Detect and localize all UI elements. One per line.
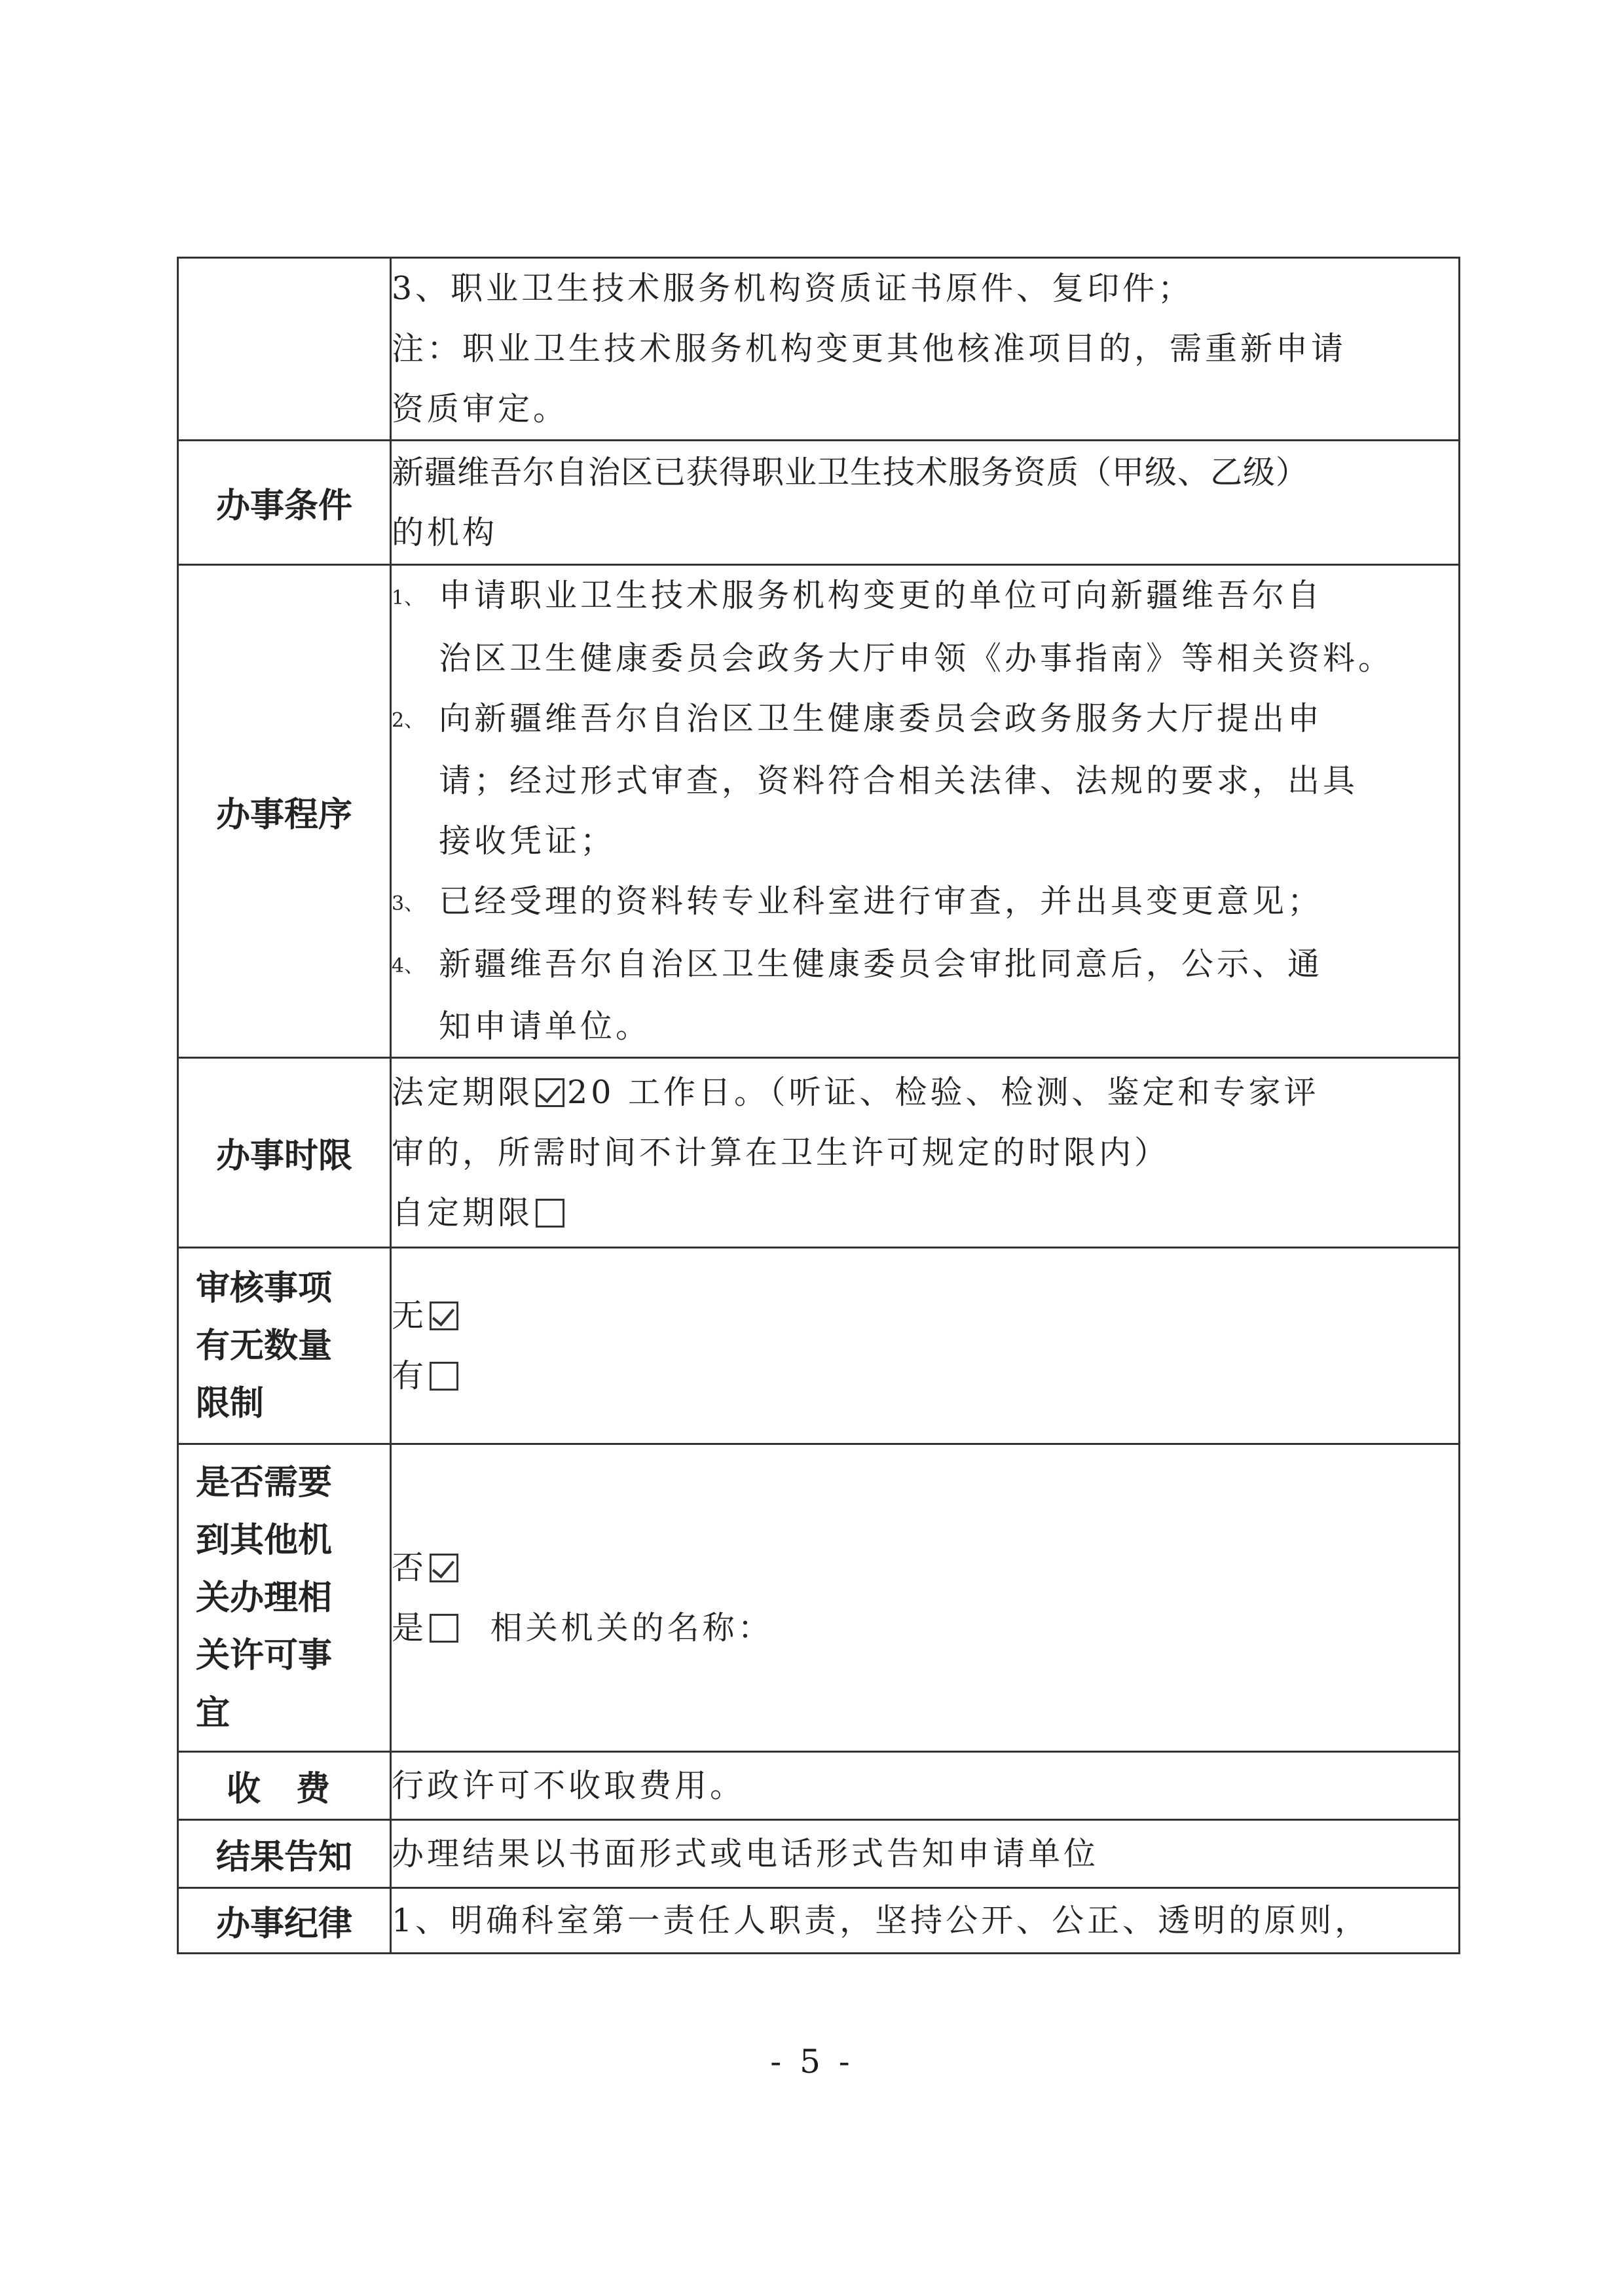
table-row-time-limit	[178, 1058, 1460, 1248]
materials-line-3: 资质审定。	[392, 390, 569, 428]
fee-content	[391, 1752, 1460, 1820]
yes-checkbox[interactable]	[430, 1614, 458, 1643]
step-text: 申请职业卫生技术服务机构变更的单位可向新疆维吾尔自	[439, 577, 1323, 614]
step-text: 向新疆维吾尔自治区卫生健康委员会政务服务大厅提出申	[439, 699, 1323, 737]
time-limit-label: 办事时限	[178, 1058, 391, 1248]
fee-text: 行政许可不收取费用。	[392, 1766, 746, 1804]
yes-label: 是	[392, 1609, 428, 1647]
step-text: 已经受理的资料转专业科室进行审查，并出具变更意见；	[439, 883, 1323, 920]
materials-line-1: 3、职业卫生技术服务机构资质证书原件、复印件；	[392, 270, 1194, 307]
legal-period-text: 20 工作日。（听证、检验、检测、鉴定和专家评	[567, 1073, 1320, 1111]
table-row-other-agency	[178, 1444, 1460, 1752]
result-content	[391, 1820, 1460, 1888]
no-label: 否	[392, 1548, 428, 1586]
fee-label: 收 费	[178, 1752, 391, 1820]
quantity-label-line: 审核事项	[196, 1268, 333, 1308]
self-period-label: 自定期限	[392, 1194, 534, 1231]
discipline-text: 1、明确科室第一责任人职责，坚持公开、公正、透明的原则，	[392, 1901, 1371, 1939]
no-checkbox[interactable]	[430, 1554, 458, 1582]
other-agency-label	[178, 1444, 391, 1752]
discipline-content	[391, 1888, 1460, 1954]
page-number: - 5 -	[770, 2043, 854, 2081]
legal-period-label: 法定期限	[392, 1073, 534, 1111]
self-period-line	[392, 1183, 1458, 1243]
none-label: 无	[392, 1296, 428, 1334]
table-row-discipline	[178, 1888, 1460, 1954]
result-label: 结果告知	[178, 1820, 391, 1888]
table-row-conditions	[178, 441, 1460, 565]
procedure-step-3	[392, 871, 1458, 934]
procedure-label: 办事程序	[178, 565, 391, 1058]
step-text-cont: 请；经过形式审查，资料符合相关法律、法规的要求，出具	[439, 762, 1359, 799]
legal-period-checkbox[interactable]	[536, 1078, 564, 1107]
materials-line-2: 注：职业卫生技术服务机构变更其他核准项目的，需重新申请	[392, 330, 1347, 367]
step-number: 3、	[392, 892, 424, 915]
self-period-checkbox[interactable]	[536, 1199, 564, 1228]
procedure-step-1	[392, 566, 1458, 689]
materials-content	[391, 258, 1460, 441]
discipline-label: 办事纪律	[178, 1888, 391, 1954]
procedure-step-4	[392, 934, 1458, 1057]
conditions-line-1: 新疆维吾尔自治区已获得职业卫生技术服务资质（甲级、乙级）	[392, 453, 1309, 491]
none-option	[392, 1286, 1458, 1346]
none-checkbox[interactable]	[430, 1302, 458, 1330]
agency-label-line: 宜	[196, 1693, 231, 1733]
service-guide-table	[177, 257, 1460, 1954]
procedure-content	[391, 565, 1460, 1058]
quantity-limit-content	[391, 1248, 1460, 1444]
table-row-result	[178, 1820, 1460, 1888]
no-option	[392, 1538, 1458, 1598]
time-limit-content	[391, 1058, 1460, 1248]
step-number: 1、	[392, 586, 424, 610]
row-label-empty	[178, 258, 391, 441]
procedure-step-2	[392, 689, 1458, 872]
has-checkbox[interactable]	[430, 1362, 458, 1391]
step-text: 新疆维吾尔自治区卫生健康委员会审批同意后，公示、通	[439, 945, 1323, 983]
quantity-limit-label	[178, 1248, 391, 1444]
other-agency-content	[391, 1444, 1460, 1752]
legal-period-line	[392, 1063, 1458, 1123]
table-row-quantity-limit	[178, 1248, 1460, 1444]
agency-name-label: 相关机关的名称：	[490, 1609, 773, 1647]
time-limit-line-2: 审的，所需时间不计算在卫生许可规定的时限内）	[392, 1133, 1170, 1171]
conditions-line-2: 的机构	[392, 513, 498, 551]
result-text: 办理结果以书面形式或电话形式告知申请单位	[392, 1834, 1099, 1872]
table-row-fee	[178, 1752, 1460, 1820]
conditions-content	[391, 441, 1460, 565]
table-row-procedure	[178, 565, 1460, 1058]
has-label: 有	[392, 1357, 428, 1394]
agency-label-line: 关办理相	[196, 1578, 333, 1618]
step-number: 4、	[392, 955, 424, 977]
agency-label-line: 关许可事	[196, 1635, 333, 1675]
quantity-label-line: 限制	[196, 1383, 265, 1423]
agency-label-line: 是否需要	[196, 1463, 333, 1503]
conditions-label: 办事条件	[178, 441, 391, 565]
step-text-cont: 治区卫生健康委员会政务大厅申领《办事指南》等相关资料。	[439, 639, 1394, 677]
step-number: 2、	[392, 709, 424, 732]
step-text-cont: 知申请单位。	[439, 1008, 652, 1045]
agency-label-line: 到其他机	[196, 1520, 333, 1560]
yes-option	[392, 1598, 1458, 1658]
step-text-cont: 接收凭证；	[439, 822, 616, 860]
table-row-materials	[178, 258, 1460, 441]
quantity-label-line: 有无数量	[196, 1326, 333, 1366]
has-option	[392, 1346, 1458, 1406]
